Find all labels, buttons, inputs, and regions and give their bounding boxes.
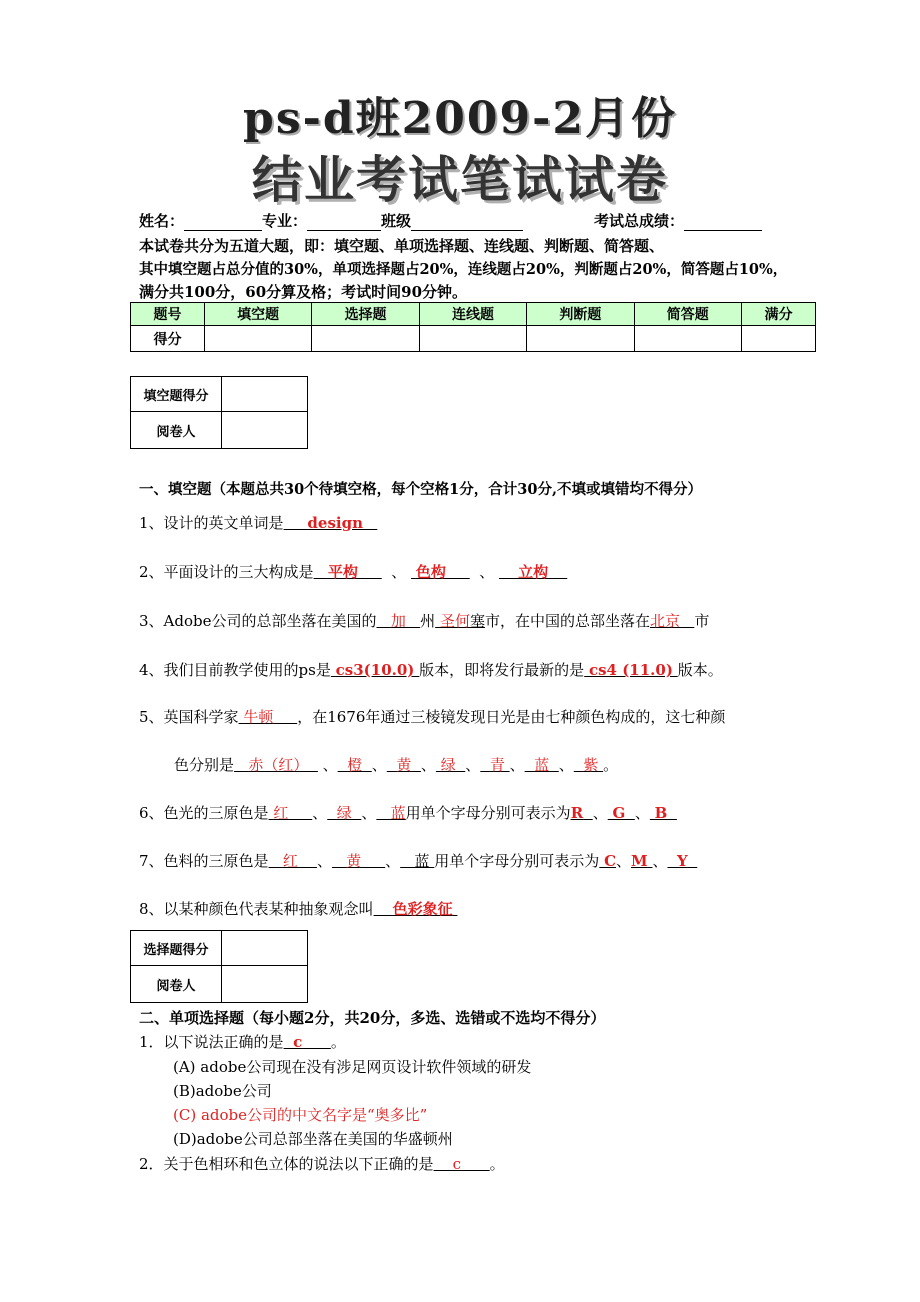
score-cell[interactable] — [741, 326, 815, 352]
choice-question-2 — [139, 1153, 505, 1174]
answer: Y — [677, 852, 688, 870]
option-b[interactable]: (B)adobe公司 — [173, 1082, 272, 1100]
answer: 黄 — [396, 756, 412, 774]
choice-grader-box — [130, 930, 308, 1003]
punctuation: 。 — [603, 756, 619, 774]
answer: cs3(10.0) — [335, 661, 415, 679]
intro-line-1: 本试卷共分为五道大题，即：填空题、单项选择题、连线题、判断题、简答题、 — [139, 237, 665, 255]
header-cell: 判断题 — [527, 303, 634, 326]
header-cell: 题号 — [131, 303, 205, 326]
question-7: 7、色料的三原色是 红 、 黄 、 蓝 用单个字母分别可表示为 C、M 、 Y — [139, 852, 688, 870]
question-6: 6、色光的三原色是 红 、 绿 、 蓝用单个字母分别可表示为R 、 G 、 B — [139, 804, 668, 822]
score-cell[interactable] — [312, 326, 419, 352]
answer: 紫 — [583, 756, 599, 774]
grader-reader-cell[interactable] — [222, 966, 308, 1003]
grader-score-cell[interactable] — [222, 931, 308, 966]
grader-score-label: 填空题得分 — [131, 377, 222, 412]
option-a[interactable]: (A) adobe公司现在没有涉足网页设计软件领域的研发 — [173, 1058, 532, 1076]
header-cell: 满分 — [741, 303, 815, 326]
question-text: Adobe公司的总部坐落在美国的 — [163, 612, 377, 630]
header-cell: 连线题 — [419, 303, 526, 326]
grader-reader-cell[interactable] — [222, 412, 308, 449]
question-text: 版本。 — [677, 661, 723, 679]
header-cell: 填空题 — [204, 303, 311, 326]
answer: C — [604, 852, 617, 870]
question-5-colors: 色分别是 赤（红） 、 橙 、 黄 、 绿 、 青 、 蓝 、 紫 。 — [174, 756, 619, 774]
exam-title-line1: ps-d班2009-2月份 — [243, 93, 677, 144]
intro-line-2: 其中填空题占总分值的30%，单项选择题占20%，连线题占20%，判断题占20%，简答题占10%， — [139, 261, 788, 278]
answer: 平构 — [327, 563, 358, 581]
question-number: 4、 — [139, 661, 164, 679]
question-text: 英国科学家 — [163, 708, 239, 726]
score-table-score-row — [131, 326, 816, 352]
answer: 青 — [489, 756, 505, 774]
answer: R — [570, 804, 584, 822]
answer: 北京 — [649, 612, 680, 630]
question-text: 用单个字母分别可表示为 — [434, 852, 600, 870]
intro-line-3: 满分共100分，60分算及格；考试时间90分钟。 — [139, 283, 468, 301]
score-table-header-row — [131, 303, 816, 326]
question-text: 市，在中国的总部坐落在 — [484, 612, 650, 630]
separator: 、 — [391, 563, 407, 581]
answer: 加 — [390, 612, 406, 630]
total-score-line — [594, 210, 762, 231]
fill-blank-grader-box — [130, 376, 308, 449]
score-cell[interactable] — [419, 326, 526, 352]
grader-reader-label: 阅卷人 — [131, 412, 222, 449]
grader-reader-label: 阅卷人 — [131, 966, 222, 1003]
class-label: 班级 — [381, 212, 412, 230]
answer: 色彩象征 — [392, 900, 453, 918]
question-text: 市 — [694, 612, 710, 630]
answer: 赤（红） — [248, 756, 309, 774]
answer: 色构 — [415, 563, 446, 581]
exam-title-line2: 结业考试笔试试卷 — [252, 151, 668, 209]
name-blank[interactable] — [184, 214, 262, 231]
question-5 — [139, 706, 725, 727]
question-text: 版本，即将发行最新的是 — [419, 661, 585, 679]
answer: B — [654, 804, 668, 822]
question-text: 色分别是 — [174, 756, 235, 774]
score-table — [130, 302, 816, 352]
major-label: 专业： — [262, 212, 308, 230]
question-1 — [139, 512, 377, 533]
question-number: 6、 — [139, 804, 164, 822]
score-cell[interactable] — [204, 326, 311, 352]
question-number: 2、 — [139, 563, 164, 581]
answer: c — [452, 1155, 462, 1173]
option-d[interactable]: (D)adobe公司总部坐落在美国的华盛顿州 — [173, 1130, 453, 1148]
student-info-line — [139, 210, 523, 231]
answer: 橙 — [347, 756, 363, 774]
question-number: 5、 — [139, 708, 164, 726]
score-cell[interactable] — [634, 326, 741, 352]
question-text: 色料的三原色是 — [163, 852, 269, 870]
question-text: 用单个字母分别可表示为 — [405, 804, 571, 822]
header-cell: 简答题 — [634, 303, 741, 326]
answer: 牛顿 — [243, 708, 274, 726]
major-blank[interactable] — [307, 214, 381, 231]
question-number: 7、 — [139, 852, 164, 870]
question-text: 以下说法正确的是 — [163, 1033, 284, 1051]
header-cell: 选择题 — [312, 303, 419, 326]
answer: 蓝 — [534, 756, 550, 774]
class-blank[interactable] — [411, 214, 523, 231]
answer: 红 — [273, 804, 289, 822]
total-score-blank[interactable] — [684, 214, 762, 231]
answer: 红 — [282, 852, 298, 870]
answer: 蓝 — [414, 852, 430, 870]
question-text: 塞 — [469, 612, 485, 630]
answer: 绿 — [440, 756, 456, 774]
choice-question-1 — [139, 1031, 346, 1052]
question-text: 设计的英文单词是 — [163, 514, 284, 532]
grader-score-cell[interactable] — [222, 377, 308, 412]
question-text: ，在1676年通过三棱镜发现日光是由七种颜色构成的，这七种颜 — [297, 708, 726, 726]
section2-heading: 二、单项选择题（每小题2分，共20分，多选、选错或不选均不得分） — [139, 1009, 606, 1027]
question-text: 我们目前教学使用的ps是 — [163, 661, 331, 679]
answer: G — [612, 804, 626, 822]
answer: 蓝 — [390, 804, 406, 822]
answer: cs4 (11.0) — [588, 661, 673, 679]
name-label: 姓名： — [139, 212, 185, 230]
question-text: 以某种颜色代表某种抽象观念叫 — [163, 900, 374, 918]
row-label: 得分 — [131, 326, 205, 352]
total-score-label: 考试总成绩： — [594, 212, 685, 230]
answer: M — [631, 852, 648, 870]
answer: 黄 — [346, 852, 362, 870]
score-cell[interactable] — [527, 326, 634, 352]
question-text: 平面设计的三大构成是 — [163, 563, 314, 581]
grader-score-label: 选择题得分 — [131, 931, 222, 966]
question-text: 关于色相环和色立体的说法以下正确的是 — [163, 1155, 434, 1173]
answer: 绿 — [336, 804, 352, 822]
question-text: 州 — [420, 612, 436, 630]
answer: 立构 — [518, 563, 549, 581]
question-number: 2． — [139, 1155, 164, 1173]
question-8 — [139, 898, 457, 919]
section1-heading: 一、填空题（本题总共30个待填空格，每个空格1分，合计30分,不填或填错均不得分） — [139, 481, 702, 498]
question-number: 3、 — [139, 612, 164, 630]
punctuation: 。 — [489, 1155, 505, 1173]
answer: c — [293, 1033, 303, 1051]
answer: design — [307, 514, 363, 532]
question-3 — [139, 610, 709, 631]
question-number: 8、 — [139, 900, 164, 918]
question-2 — [139, 561, 567, 582]
question-text: 色光的三原色是 — [163, 804, 269, 822]
answer: 圣何 — [439, 612, 470, 630]
option-c[interactable]: (C) adobe公司的中文名字是“奥多比” — [173, 1106, 428, 1124]
separator: 、 — [479, 563, 495, 581]
question-number: 1． — [139, 1033, 164, 1051]
punctuation: 。 — [330, 1033, 346, 1051]
question-number: 1、 — [139, 514, 164, 532]
question-4 — [139, 659, 723, 680]
